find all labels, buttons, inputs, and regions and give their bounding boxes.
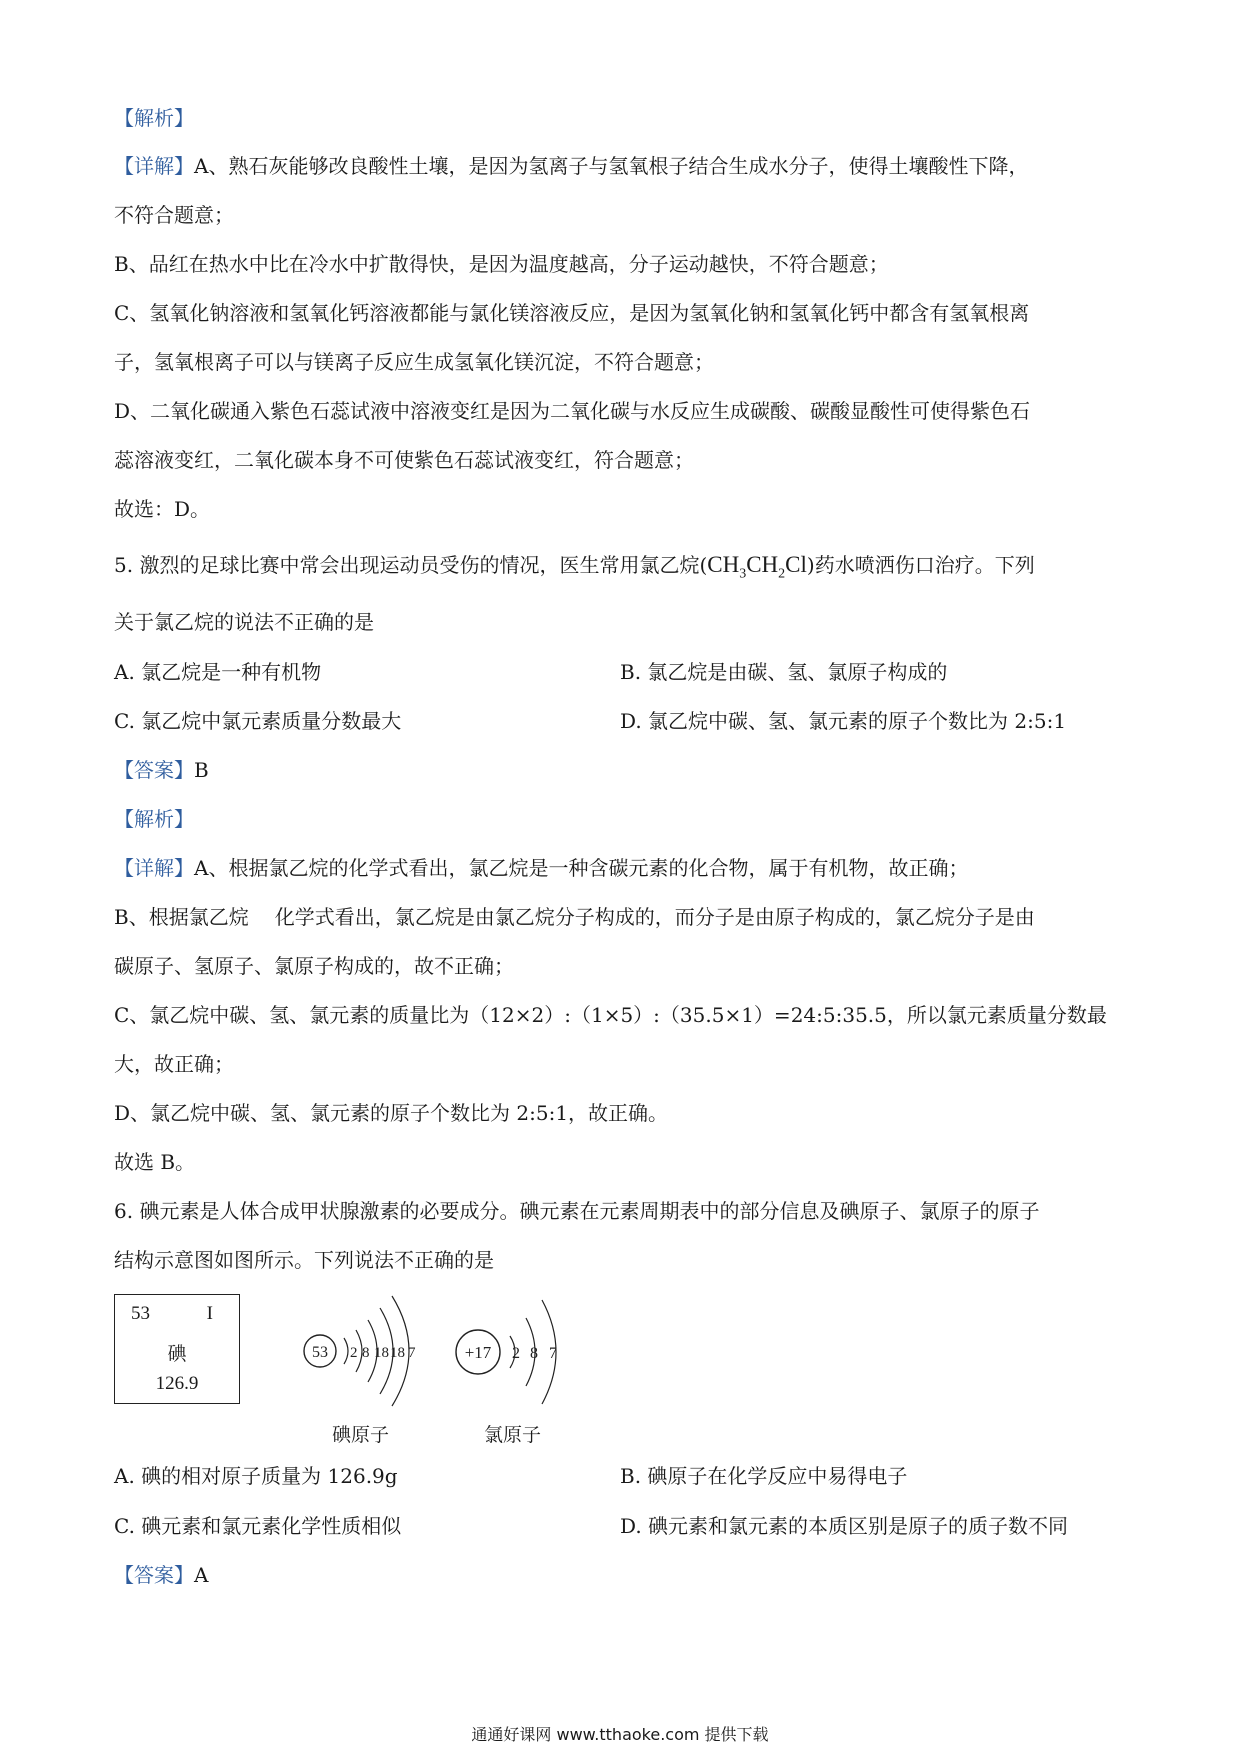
q6-option-c: C. 碘元素和氯元素化学性质相似 xyxy=(114,1514,402,1538)
q5-stem: 关于氯乙烷的说法不正确的是 xyxy=(114,610,374,634)
shell-count: 7 xyxy=(549,1345,557,1362)
detail-line: D、氯乙烷中碳、氢、氯元素的原子个数比为 2:5:1，故正确。 xyxy=(114,1101,669,1125)
answer-tag: 【答案】 xyxy=(114,1563,194,1587)
element-symbol: I xyxy=(206,1303,213,1324)
q5-option-a: A. 氯乙烷是一种有机物 xyxy=(114,660,322,684)
detail-line: C、氯乙烷中碳、氢、氯元素的质量比为（12×2）:（1×5）:（35.5×1）=24:5:35.5，所以氯元素质量分数最 xyxy=(114,1003,1107,1027)
detail-line xyxy=(114,903,1035,931)
answer-tag: 【答案】 xyxy=(114,758,194,782)
q5-stem xyxy=(114,551,1035,589)
answer-value: B xyxy=(194,758,209,782)
atomic-mass: 126.9 xyxy=(155,1373,199,1394)
detail-tag: 【详解】 xyxy=(114,856,194,880)
nucleus-label: 53 xyxy=(312,1344,328,1361)
shell-count: 2 xyxy=(350,1345,358,1361)
page-footer: 通通好课网 www.tthaoke.com 提供下载 xyxy=(471,1725,769,1744)
iodine-atom-diagram xyxy=(290,1286,450,1416)
shell-count: 2 xyxy=(512,1345,520,1362)
nucleus-label: +17 xyxy=(464,1343,492,1362)
shell-count: 8 xyxy=(530,1345,538,1362)
analysis-tag: 【解析】 xyxy=(114,807,194,831)
chlorine-atom-diagram xyxy=(450,1294,580,1410)
formula-part: Cl xyxy=(785,552,807,577)
detail-line: B、品红在热水中比在冷水中扩散得快，是因为温度越高，分子运动越快，不符合题意； xyxy=(114,252,889,276)
q5-option-c: C. 氯乙烷中氯元素质量分数最大 xyxy=(114,709,402,733)
chlorine-atom-label: 氯原子 xyxy=(484,1424,542,1446)
formula-sub: 2 xyxy=(778,566,786,582)
q6-stem: 结构示意图如图所示。下列说法不正确的是 xyxy=(114,1248,494,1272)
shell-count: 7 xyxy=(408,1345,416,1361)
atomic-number: 53 xyxy=(131,1303,150,1324)
detail-text: B、根据氯乙烷 xyxy=(114,905,249,929)
chemical-formula xyxy=(707,552,807,582)
detail-line: 碳原子、氢原子、氯原子构成的，故不正确； xyxy=(114,954,514,978)
q5-stem-pre: 5. 激烈的足球比赛中常会出现运动员受伤的情况，医生常用氯乙烷( xyxy=(114,553,708,577)
detail-line: 不符合题意； xyxy=(114,203,234,227)
q5-stem-post: )药水喷洒伤口治疗。下列 xyxy=(806,553,1035,577)
detail-line: 大，故正确； xyxy=(114,1052,234,1076)
detail-line xyxy=(114,152,1028,180)
detail-line: D、二氧化碳通入紫色石蕊试液中溶液变红是因为二氧化碳与水反应生成碳酸、碳酸显酸性可使得紫色石 xyxy=(114,399,1031,423)
formula-part: CH xyxy=(746,552,779,577)
detail-line: 子，氢氧根离子可以与镁离子反应生成氢氧化镁沉淀，不符合题意； xyxy=(114,350,714,374)
analysis-tag: 【解析】 xyxy=(114,106,194,130)
shell-count: 18 xyxy=(374,1345,389,1361)
q6-option-a: A. 碘的相对原子质量为 126.9g xyxy=(114,1464,398,1488)
q6-option-d: D. 碘元素和氯元素的本质区别是原子的质子数不同 xyxy=(620,1514,1069,1538)
periodic-table-cell xyxy=(114,1294,240,1404)
shell-count: 8 xyxy=(362,1345,370,1361)
element-name: 碘 xyxy=(167,1344,187,1365)
detail-text: 化学式看出，氯乙烷是由氯乙烷分子构成的，而分子是由原子构成的，氯乙烷分子是由 xyxy=(274,905,1035,929)
detail-text: A、熟石灰能够改良酸性土壤，是因为氢离子与氢氧根子结合生成水分子，使得土壤酸性下降， xyxy=(194,154,1029,178)
q5-option-b: B. 氯乙烷是由碳、氢、氯原子构成的 xyxy=(620,660,948,684)
q6-option-b: B. 碘原子在化学反应中易得电子 xyxy=(620,1464,908,1488)
detail-text: A、根据氯乙烷的化学式看出，氯乙烷是一种含碳元素的化合物，属于有机物，故正确； xyxy=(194,856,969,880)
formula-part: CH xyxy=(707,552,740,577)
iodine-atom-label: 碘原子 xyxy=(332,1424,390,1446)
detail-line: C、氢氧化钠溶液和氢氧化钙溶液都能与氯化镁溶液反应，是因为氢氧化钠和氢氧化钙中都含有氢氧根离 xyxy=(114,301,1030,325)
choice-line: 故选：D。 xyxy=(114,497,211,521)
detail-line xyxy=(114,854,968,882)
shell-count: 18 xyxy=(390,1345,405,1361)
detail-tag: 【详解】 xyxy=(114,154,194,178)
detail-line: 蕊溶液变红，二氧化碳本身不可使紫色石蕊试液变红，符合题意； xyxy=(114,448,694,472)
choice-line: 故选 B。 xyxy=(114,1150,196,1174)
q5-option-d: D. 氯乙烷中碳、氢、氯元素的原子个数比为 2:5:1 xyxy=(620,709,1067,733)
q6-stem: 6. 碘元素是人体合成甲状腺激素的必要成分。碘元素在元素周期表中的部分信息及碘原子、氯原子的原子 xyxy=(114,1199,1040,1223)
q5-answer xyxy=(114,756,209,784)
formula-sub: 3 xyxy=(739,566,747,582)
q6-answer xyxy=(114,1561,208,1589)
electron-shell xyxy=(344,1338,348,1364)
answer-value: A xyxy=(194,1563,209,1587)
